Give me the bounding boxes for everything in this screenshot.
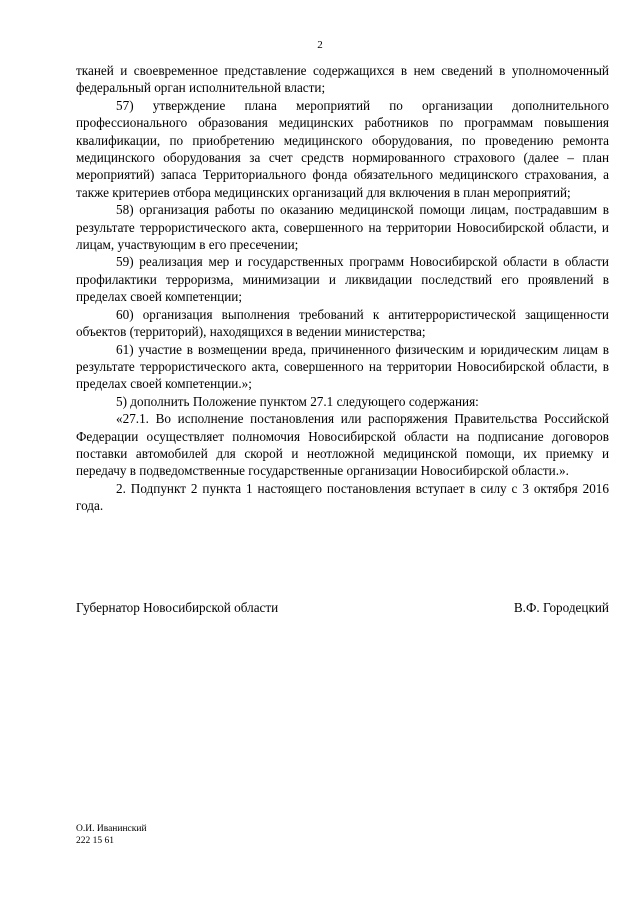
executor-block [76, 823, 147, 847]
paragraph-effective-date: 2. Подпункт 2 пункта 1 настоящего постановления вступает в силу с 3 октября 2016 года. [76, 480, 609, 514]
executor-phone: 222 15 61 [76, 836, 114, 846]
paragraph-item-60: 60) организация выполнения требований к антитеррористической защищенности объектов (территорий), находящихся в ведении министерства; [76, 306, 609, 340]
page-number: 2 [317, 39, 323, 51]
paragraph-item-59: 59) реализация мер и государственных программ Новосибирской области в области профилактики терроризма, минимизации и ликвидации последствий его проявлений в пределах своей компетенции; [76, 254, 609, 305]
paragraph-continuation: тканей и своевременное представление содержащихся в нем сведений в уполномоченный федеральный орган исполнительной власти; [76, 63, 609, 96]
paragraph-item-58: 58) организация работы по оказанию медицинской помощи лицам, пострадавшим в результате террористического акта, совершенного на территории Новосибирской области, и лицам, участвующим в его пресечении; [76, 202, 609, 253]
signature-block [76, 599, 609, 616]
executor-name: О.И. Иванинский [76, 824, 147, 834]
signatory-position: Губернатор Новосибирской области [76, 600, 279, 615]
paragraph-clause-27-1: «27.1. Во исполнение постановления или распоряжения Правительства Российской Федерации осуществляет полномочия Новосибирской области на подписание договоров поставки автомобилей для скорой и неотложной медицинской помощи, их приемку и передачу в подведомственные государственные организации Новосибирской области.». [76, 411, 609, 479]
paragraph-amendment-5: 5) дополнить Положение пунктом 27.1 следующего содержания: [116, 393, 479, 409]
document-body [76, 62, 609, 515]
signatory-name: В.Ф. Городецкий [513, 600, 609, 615]
paragraph-item-57: 57) утверждение плана мероприятий по организации дополнительного профессионального образования медицинских работников по программам повышения квалификации, по приобретению медицинского оборудования, по проведению ремонта медицинского оборудования за счет средств нормированного страхового (далее – план мероприятий) запаса Территориального фонда обязательного медицинского страхования, а также критериев отбора медицинских организаций для включения в план мероприятий; [76, 97, 609, 200]
paragraph-item-61: 61) участие в возмещении вреда, причиненного физическим и юридическим лицам в результате террористического акта, совершенного на территории Новосибирской области, в пределах своей компетенции.»; [76, 341, 609, 392]
